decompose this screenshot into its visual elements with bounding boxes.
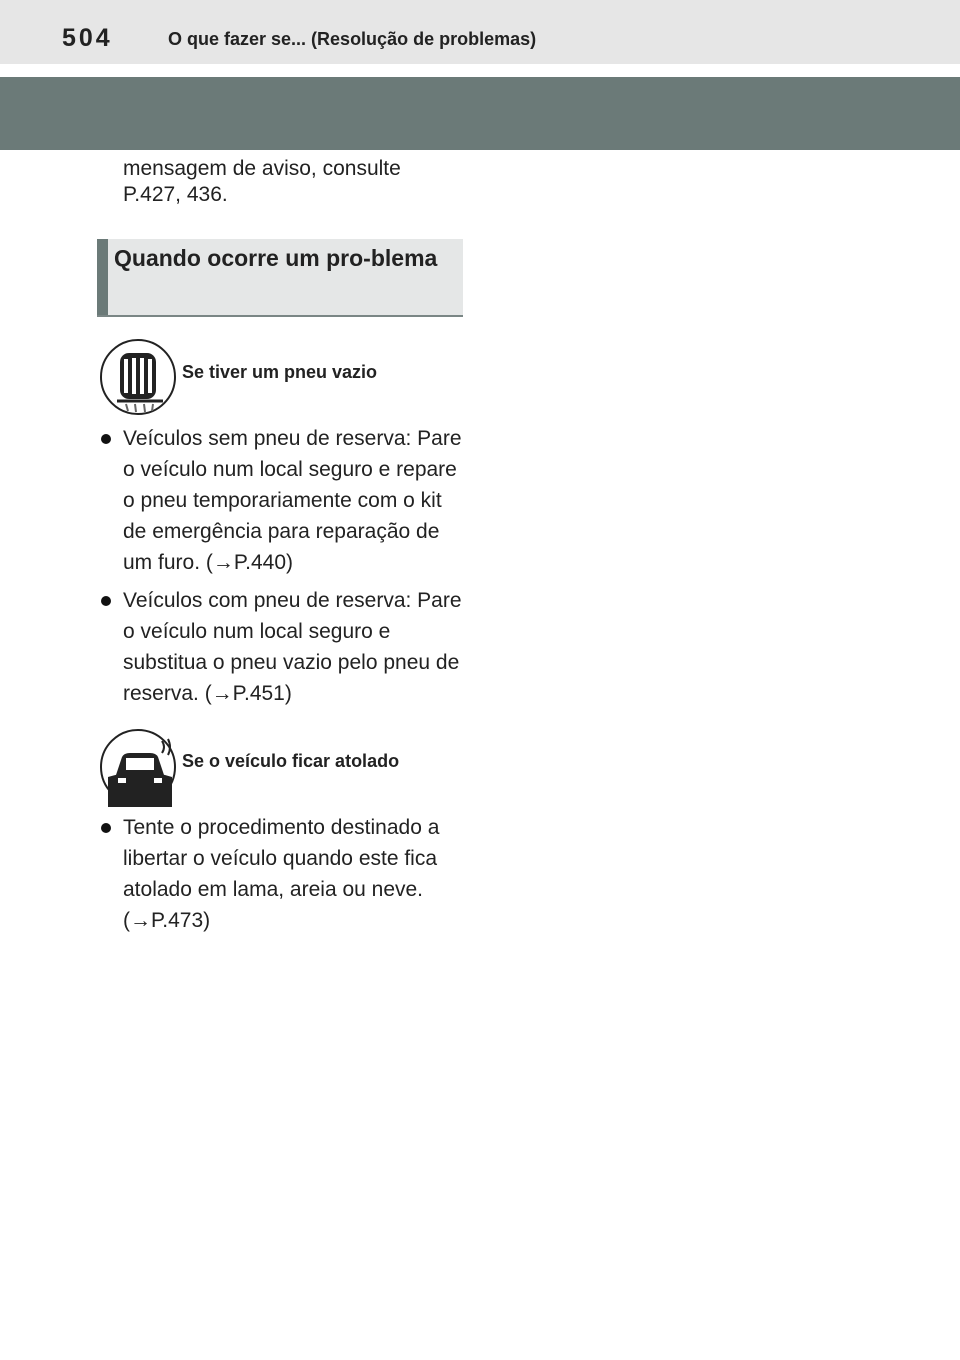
continued-text: mensagem de aviso, consulte P.427, 436.: [123, 157, 401, 206]
flat-tire-label: Se tiver um pneu vazio: [182, 362, 378, 382]
stuck-vehicle-bullets: [100, 812, 465, 943]
flat-tire-icon: [100, 339, 176, 415]
page-number: 504: [62, 24, 113, 52]
section-heading: Quando ocorre um pro-blema: [114, 245, 438, 271]
header-band: [0, 77, 960, 150]
section-title: O que fazer se... (Resolução de problemas): [168, 29, 537, 49]
list-item: Tente o procedimento destinado a libertar o veículo quando este fica atolado em lama, areia ou neve. (→P.473): [100, 812, 465, 936]
stuck-vehicle-label: Se o veículo ficar atolado: [182, 751, 400, 771]
flat-tire-bullets: [100, 423, 465, 716]
stuck-vehicle-icon: [100, 729, 176, 805]
list-item: Veículos com pneu de reserva: Pare o veículo num local seguro e substitua o pneu vazio pelo pneu de reserva. (→P.451): [100, 585, 465, 709]
list-item: Veículos sem pneu de reserva: Pare o veículo num local seguro e repare o pneu temporariamente com o kit de emergência para reparação de um furo. (→P.440): [100, 423, 465, 578]
